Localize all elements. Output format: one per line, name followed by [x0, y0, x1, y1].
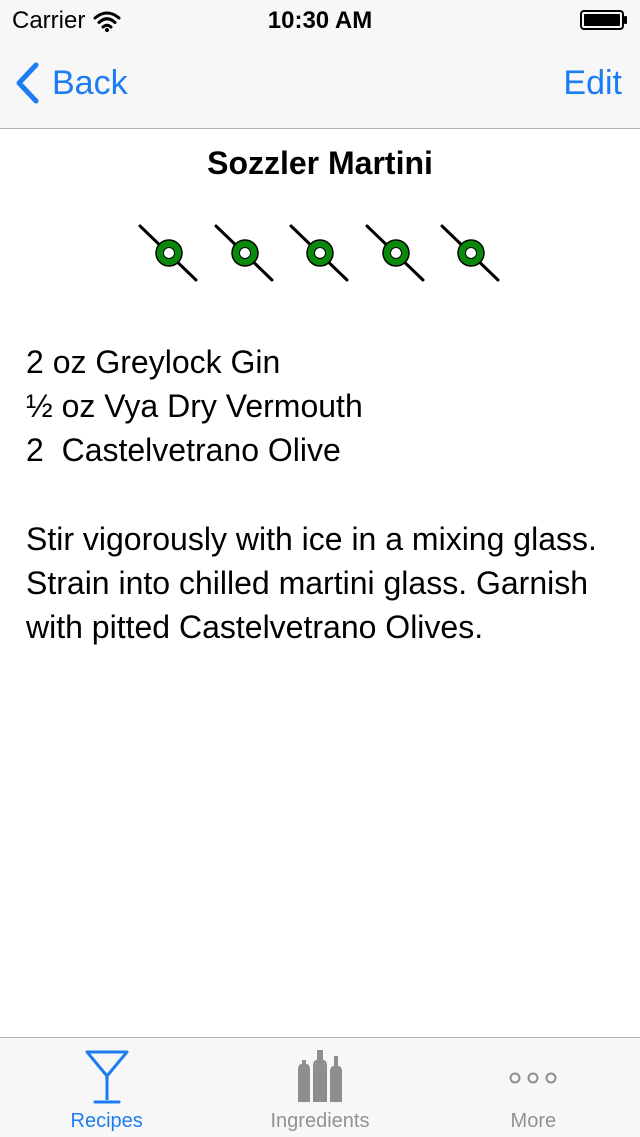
ingredient-item: ½ oz Vya Dry Vermouth: [26, 388, 363, 424]
olive-rating-icon: [287, 222, 353, 284]
back-label: Back: [52, 63, 128, 102]
tab-more-label: More: [510, 1110, 557, 1132]
olive-rating-icon: [363, 222, 429, 284]
navigation-bar: [0, 0, 640, 129]
tab-ingredients-label: Ingredients: [270, 1110, 370, 1132]
tab-more[interactable]: [427, 1038, 640, 1137]
status-bar: [0, 0, 640, 40]
status-time: 10:30 AM: [267, 7, 373, 34]
recipe-title: Sozzler Martini: [207, 145, 433, 181]
bottles-icon: [296, 1048, 344, 1106]
tab-ingredients[interactable]: [213, 1038, 426, 1137]
tab-recipes[interactable]: [0, 1038, 213, 1137]
directions-text: Stir vigorously with ice in a mixing glass. Strain into chilled martini glass. Garnish with pitted Castelvetrano Olives.: [26, 521, 597, 645]
edit-button[interactable]: Edit: [563, 64, 622, 102]
tab-bar: [0, 1037, 640, 1137]
chevron-left-icon: [14, 62, 40, 104]
battery-icon: [580, 10, 628, 30]
back-button[interactable]: [14, 62, 128, 104]
olive-rating-icon: [438, 222, 504, 284]
ingredient-item: 2 oz Greylock Gin: [26, 344, 281, 380]
tab-recipes-label: Recipes: [70, 1110, 143, 1132]
rating[interactable]: [136, 222, 504, 284]
ingredients-list: [26, 340, 363, 472]
more-dots-icon: [508, 1048, 558, 1106]
carrier-label: Carrier: [12, 7, 86, 34]
olive-rating-icon: [212, 222, 278, 284]
ingredient-item: 2 Castelvetrano Olive: [26, 432, 341, 468]
martini-glass-icon: [85, 1048, 129, 1106]
olive-rating-icon: [136, 222, 202, 284]
